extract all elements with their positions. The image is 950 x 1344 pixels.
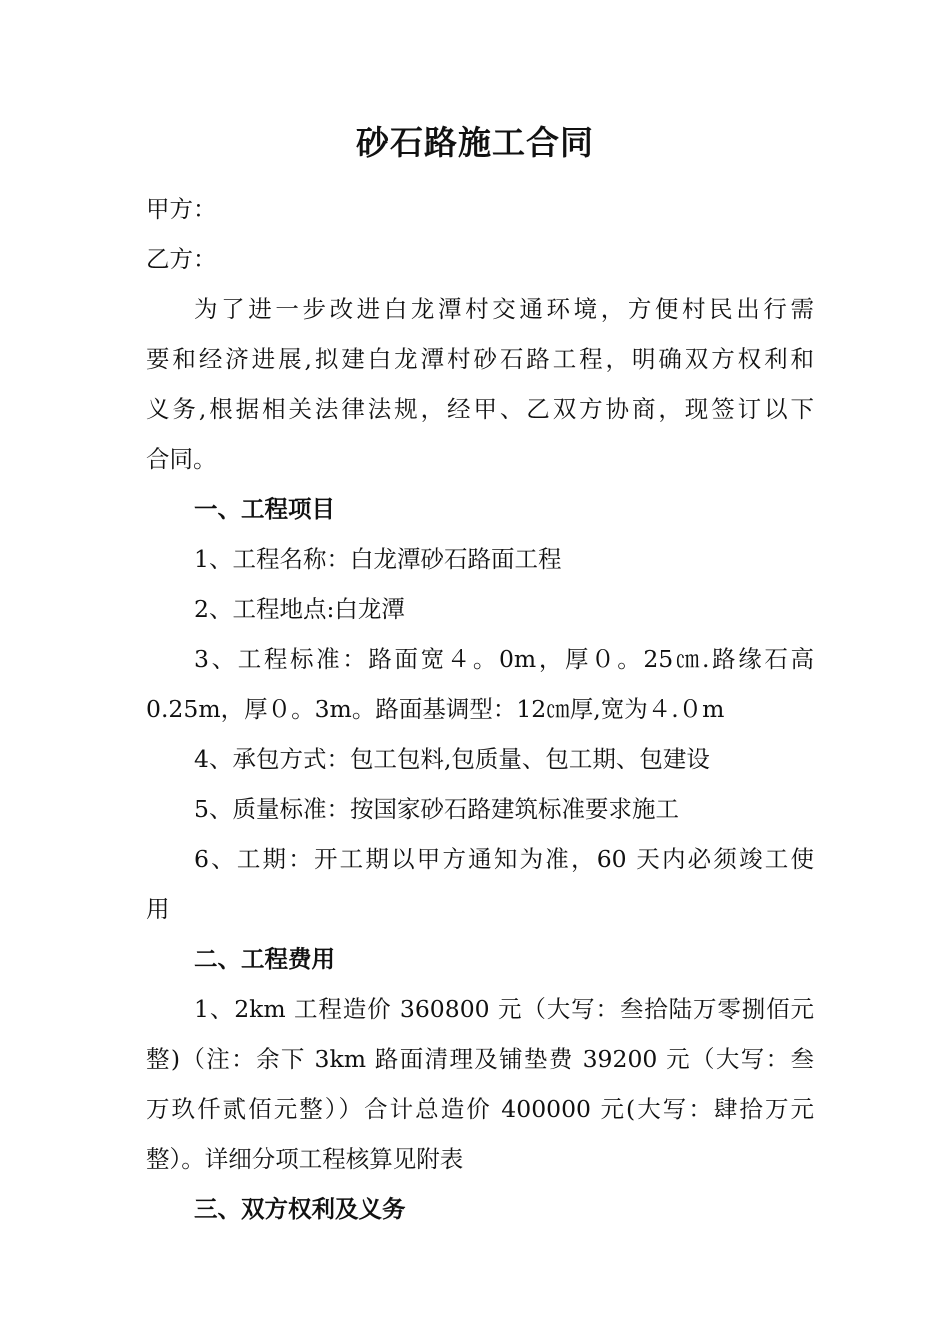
clause-item: 1、工程名称：白龙潭砂石路面工程 <box>194 545 562 573</box>
cost-line: 整）。详细分项工程核算见附表 <box>146 1145 464 1173</box>
section-heading: 三、双方权利及义务 <box>194 1195 406 1223</box>
clause-item: 5、质量标准：按国家砂石路建筑标准要求施工 <box>194 795 679 823</box>
cost-line: 整)（注：余下 3km 路面清理及铺垫费 39200 元（大写：叁 <box>146 1045 814 1073</box>
section-heading: 二、工程费用 <box>194 945 335 973</box>
cost-line: 万玖仟贰佰元整））合计总造价 400000 元(大写：肆拾万元 <box>146 1095 814 1123</box>
clause-item: 6、工期：开工期以甲方通知为准，60 天内必须竣工使 <box>194 845 814 873</box>
clause-item: 2、工程地点:白龙潭 <box>194 595 405 623</box>
preamble-line: 为了进一步改进白龙潭村交通环境，方便村民出行需 <box>194 295 814 323</box>
section-heading: 一、工程项目 <box>194 495 335 523</box>
party-b-label: 乙方： <box>146 245 217 273</box>
document-title: 砂石路施工合同 <box>356 123 594 162</box>
clause-item: 4、承包方式：包工包料,包质量、包工期、包建设 <box>194 745 710 773</box>
party-a-label: 甲方： <box>146 195 217 223</box>
preamble-line: 义务,根据相关法律法规，经甲、乙双方协商，现签订以下 <box>146 395 814 423</box>
clause-item: 3、工程标准：路面宽４。0m，厚０。25㎝.路缘石高 <box>194 645 814 673</box>
cost-line: 1、2km 工程造价 360800 元（大写：叁拾陆万零捌佰元 <box>194 995 814 1023</box>
preamble-line: 合同。 <box>146 445 217 473</box>
clause-item: 用 <box>146 895 170 923</box>
preamble-line: 要和经济进展,拟建白龙潭村砂石路工程，明确双方权利和 <box>146 345 814 373</box>
clause-item: 0.25m，厚０。3m。路面基调型：12㎝厚,宽为４.０m <box>146 695 725 723</box>
